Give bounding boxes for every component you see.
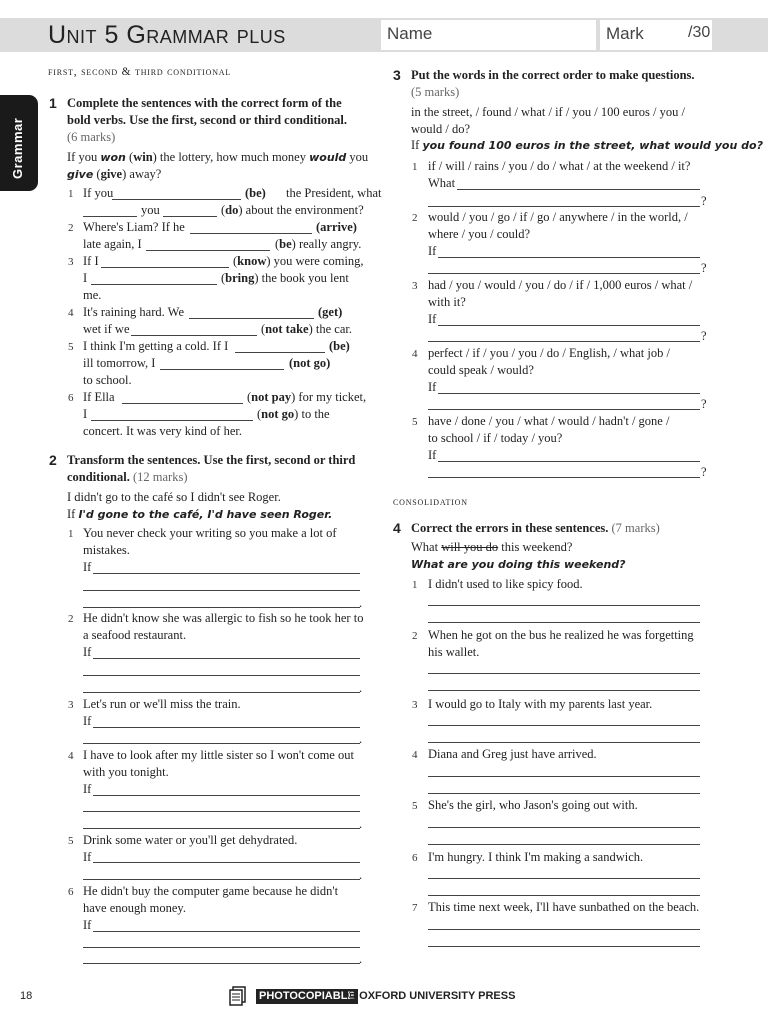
item-text: to school. <box>83 373 132 387</box>
answer-blank[interactable] <box>91 284 217 285</box>
publisher: © OXFORD UNIVERSITY PRESS <box>348 990 516 1002</box>
answer-line[interactable] <box>428 206 700 207</box>
item-text: have enough money. <box>83 901 186 915</box>
if-prefix: If <box>83 782 92 796</box>
answer-line[interactable] <box>428 477 700 478</box>
item-text: ill tomorrow, I <box>83 356 156 370</box>
item-text: would / you / go / if / go / anywhere / in the world, / <box>428 210 688 224</box>
item-text: If Ella <box>83 390 115 404</box>
item-text: a seafood restaurant. <box>83 628 187 642</box>
full-stop: . <box>359 868 363 882</box>
answer-line[interactable] <box>83 947 360 948</box>
item-text: his wallet. <box>428 645 480 659</box>
verb-cue: (not go) <box>289 356 331 370</box>
item-text: mistakes. <box>83 543 130 557</box>
item-text: the President, what <box>286 186 382 200</box>
answer-line[interactable] <box>93 931 360 932</box>
item-text: (be) really angry. <box>275 237 362 251</box>
marks: (5 marks) <box>411 85 460 99</box>
answer-start: If <box>428 312 437 326</box>
example: What will you do this weekend? <box>411 540 573 554</box>
side-tab-label: Grammar <box>10 117 25 179</box>
answer-line[interactable] <box>93 573 360 574</box>
item-text: late again, I <box>83 237 142 251</box>
item-number: 2 <box>68 222 74 234</box>
item-text: If I <box>83 254 99 268</box>
instruction: Complete the sentences with the correct form of the <box>67 96 342 110</box>
page-number: 18 <box>20 990 33 1002</box>
answer-line[interactable] <box>438 393 700 394</box>
photocopiable-badge: PHOTOCOPIABLE <box>256 989 358 1004</box>
item-text: where / you / could? <box>428 227 531 241</box>
page-title: Unit 5 Grammar plus <box>48 21 286 49</box>
item-text: I have to look after my little sister so I won't come out <box>83 748 354 762</box>
example: give (give) away? <box>67 167 162 181</box>
if-prefix: If <box>83 714 92 728</box>
item-text: (know) you were coming, <box>233 254 364 268</box>
answer-line[interactable] <box>93 862 360 863</box>
item-text: with you tonight. <box>83 765 169 779</box>
question-mark: ? <box>701 397 707 411</box>
answer-line[interactable] <box>83 607 360 608</box>
answer-line[interactable] <box>428 776 700 777</box>
question-mark: ? <box>701 465 707 479</box>
item-number: 4 <box>412 749 418 761</box>
if-prefix: If <box>83 918 92 932</box>
full-stop: . <box>359 817 363 831</box>
item-number: 5 <box>68 341 74 353</box>
if-prefix: If <box>83 560 92 574</box>
item-text: I think I'm getting a cold. If I <box>83 339 229 353</box>
answer-line[interactable] <box>428 690 700 691</box>
answer-blank[interactable] <box>112 199 241 200</box>
answer-blank[interactable] <box>131 335 257 336</box>
answer-line[interactable] <box>428 844 700 845</box>
item-text: you <box>141 203 160 217</box>
item-number: 3 <box>68 256 74 268</box>
item-number: 6 <box>68 886 74 898</box>
item-text: (do) about the environment? <box>221 203 364 217</box>
item-number: 5 <box>412 800 418 812</box>
mark-label: Mark <box>606 24 644 43</box>
marks: (6 marks) <box>67 130 116 144</box>
answer-line[interactable] <box>428 742 700 743</box>
answer-line[interactable] <box>428 622 700 623</box>
section-heading-consolidation: consolidation <box>393 496 468 508</box>
answer-line[interactable] <box>438 257 700 258</box>
item-text: Let's run or we'll miss the train. <box>83 697 241 711</box>
item-text: Drink some water or you'll get dehydrated. <box>83 833 298 847</box>
item-text: me. <box>83 288 102 302</box>
answer-blank[interactable] <box>83 216 137 217</box>
answer-line[interactable] <box>428 929 700 930</box>
example: If I'd gone to the café, I'd have seen Roger. <box>67 507 333 521</box>
item-text: if / will / rains / you / do / what / at the weekend / it? <box>428 159 691 173</box>
item-number: 2 <box>412 630 418 642</box>
answer-blank[interactable] <box>163 216 217 217</box>
verb-cue: (be) <box>329 339 350 353</box>
answer-line[interactable] <box>428 273 700 274</box>
instruction: Transform the sentences. Use the first, second or third <box>67 453 356 467</box>
answer-blank[interactable] <box>190 233 312 234</box>
item-text: I <box>83 271 88 285</box>
item-text: I'm hungry. I think I'm making a sandwich. <box>428 850 644 864</box>
answer-blank[interactable] <box>91 420 253 421</box>
answer-blank[interactable] <box>235 352 325 353</box>
item-number: 3 <box>68 699 74 711</box>
answer-blank[interactable] <box>189 318 314 319</box>
name-label: Name <box>387 24 433 43</box>
answer-blank[interactable] <box>160 369 284 370</box>
answer-blank[interactable] <box>122 403 243 404</box>
item-number: 1 <box>68 528 74 540</box>
item-number: 3 <box>412 280 418 292</box>
item-text: (not pay) for my ticket, <box>247 390 367 404</box>
answer-line[interactable] <box>438 461 700 462</box>
item-text: to school / if / today / you? <box>428 431 563 445</box>
answer-line[interactable] <box>438 325 700 326</box>
full-stop: . <box>359 596 363 610</box>
example: If you found 100 euros in the street, what would you do? <box>411 138 763 152</box>
example-correction: What are you doing this weekend? <box>411 558 626 571</box>
item-text: Diana and Greg just have arrived. <box>428 747 597 761</box>
answer-start: If <box>428 380 437 394</box>
question-number: 2 <box>49 452 57 468</box>
answer-line[interactable] <box>428 793 700 794</box>
item-number: 1 <box>412 579 418 591</box>
section-heading-conditionals: first, second & third conditional <box>48 66 232 78</box>
answer-start: If <box>428 448 437 462</box>
item-text: with it? <box>428 295 466 309</box>
example: I didn't go to the café so I didn't see Roger. <box>67 490 281 504</box>
answer-blank[interactable] <box>146 250 270 251</box>
item-text: (not go) to the <box>257 407 330 421</box>
item-text: I <box>83 407 88 421</box>
item-text: It's raining hard. We <box>83 305 184 319</box>
answer-line[interactable] <box>83 692 360 693</box>
answer-line[interactable] <box>93 727 360 728</box>
item-text: If you <box>83 186 114 200</box>
answer-line[interactable] <box>93 658 360 659</box>
answer-line[interactable] <box>428 946 700 947</box>
item-number: 6 <box>412 852 418 864</box>
item-number: 3 <box>412 699 418 711</box>
item-text: concert. It was very kind of her. <box>83 424 242 438</box>
question-number: 3 <box>393 67 401 83</box>
item-number: 2 <box>412 212 418 224</box>
answer-line[interactable] <box>83 828 360 829</box>
mark-total: /30 <box>688 24 711 41</box>
example: would / do? <box>411 122 471 136</box>
answer-line[interactable] <box>83 811 360 812</box>
item-text: could speak / would? <box>428 363 534 377</box>
item-text: wet if we <box>83 322 130 336</box>
instruction: Put the words in the correct order to make questions. <box>411 68 695 82</box>
item-number: 6 <box>68 392 74 404</box>
item-text: perfect / if / you / you / do / English, / what job / <box>428 346 670 360</box>
instruction: conditional. (12 marks) <box>67 470 188 484</box>
item-number: 1 <box>68 188 74 200</box>
question-number: 4 <box>393 520 401 536</box>
answer-line[interactable] <box>428 878 700 879</box>
answer-start: What <box>428 176 456 190</box>
item-number: 2 <box>68 613 74 625</box>
verb-cue: (arrive) <box>316 220 357 234</box>
item-number: 4 <box>68 750 74 762</box>
item-text: I didn't used to like spicy food. <box>428 577 583 591</box>
item-text: I would go to Italy with my parents last year. <box>428 697 653 711</box>
full-stop: . <box>359 952 363 966</box>
verb-cue: (be) <box>245 186 266 200</box>
answer-line[interactable] <box>83 963 360 964</box>
answer-line[interactable] <box>428 895 700 896</box>
question-mark: ? <box>701 261 707 275</box>
answer-blank[interactable] <box>101 267 229 268</box>
answer-line[interactable] <box>428 673 700 674</box>
item-text: She's the girl, who Jason's going out with. <box>428 798 638 812</box>
answer-line[interactable] <box>428 341 700 342</box>
item-text: had / you / would / you / do / if / 1,000 euros / what / <box>428 278 693 292</box>
answer-line[interactable] <box>83 743 360 744</box>
item-number: 1 <box>412 161 418 173</box>
answer-line[interactable] <box>428 409 700 410</box>
item-text: Where's Liam? If he <box>83 220 185 234</box>
if-prefix: If <box>83 645 92 659</box>
instruction: bold verbs. Use the first, second or third conditional. <box>67 113 348 127</box>
item-number: 7 <box>412 902 418 914</box>
item-text: have / done / you / what / would / hadn't / gone / <box>428 414 670 428</box>
verb-cue: (get) <box>318 305 343 319</box>
item-number: 5 <box>412 416 418 428</box>
answer-line[interactable] <box>83 590 360 591</box>
question-mark: ? <box>701 194 707 208</box>
answer-line[interactable] <box>428 827 700 828</box>
item-number: 4 <box>68 307 74 319</box>
item-text: (bring) the book you lent <box>221 271 349 285</box>
question-mark: ? <box>701 329 707 343</box>
item-number: 4 <box>412 348 418 360</box>
item-text: He didn't buy the computer game because he didn't <box>83 884 339 898</box>
answer-line[interactable] <box>93 795 360 796</box>
answer-line[interactable] <box>428 605 700 606</box>
answer-line[interactable] <box>428 725 700 726</box>
instruction: Correct the errors in these sentences. (7 marks) <box>411 521 660 535</box>
item-number: 5 <box>68 835 74 847</box>
item-text: When he got on the bus he realized he was forgetting <box>428 628 694 642</box>
example: in the street, / found / what / if / you / 100 euros / you / <box>411 105 685 119</box>
example: If you won (win) the lottery, how much money would you <box>67 150 369 164</box>
item-text: This time next week, I'll have sunbathed on the beach. <box>428 900 700 914</box>
answer-line[interactable] <box>83 675 360 676</box>
if-prefix: If <box>83 850 92 864</box>
full-stop: . <box>359 732 363 746</box>
item-text: You never check your writing so you make a lot of <box>83 526 337 540</box>
answer-start: If <box>428 244 437 258</box>
photocopy-icon <box>228 986 248 1006</box>
question-number: 1 <box>49 95 57 111</box>
answer-line[interactable] <box>457 189 700 190</box>
item-text: He didn't know she was allergic to fish so he took her to <box>83 611 364 625</box>
full-stop: . <box>359 681 363 695</box>
side-tab <box>0 95 38 191</box>
item-text: (not take) the car. <box>261 322 352 336</box>
answer-line[interactable] <box>83 879 360 880</box>
